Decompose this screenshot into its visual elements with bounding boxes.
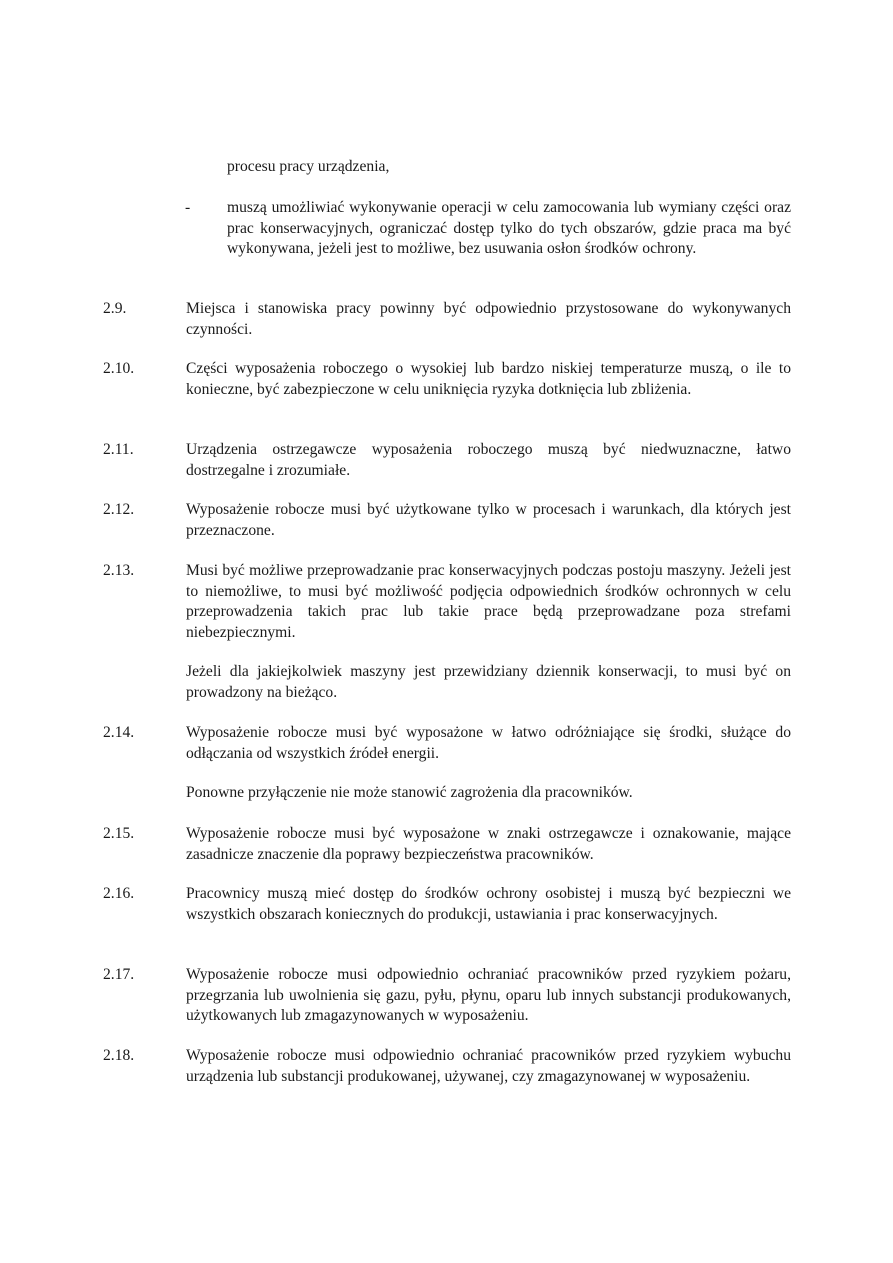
section-number: 2.13. xyxy=(103,562,135,579)
section-text: Części wyposażenia roboczego o wysokiej lub bardzo niskiej temperaturze muszą, o ile to konieczne, być zabezpieczone w celu uniknięcia ryzyka dotknięcia lub zbliżenia. xyxy=(186,360,791,398)
section-text: Wyposażenie robocze musi być użytkowane tylko w procesach i warunkach, dla których jest przeznaczone. xyxy=(186,501,791,539)
dash-list-item xyxy=(185,198,791,260)
section-number: 2.17. xyxy=(103,966,135,983)
section-number: 2.11. xyxy=(103,441,134,458)
section-2-12 xyxy=(103,500,791,541)
section-number: 2.12. xyxy=(103,501,135,518)
section-text: Wyposażenie robocze musi odpowiednio ochraniać pracowników przed ryzykiem wybuchu urządzenia lub substancji produkowanej, używanej, czy zmagazynowanej w wyposażeniu. xyxy=(186,1047,791,1085)
section-text: Musi być możliwe przeprowadzanie prac konserwacyjnych podczas postoju maszyny. Jeżeli jest to niemożliwe, to musi być możliwość podjęcia odpowiednich środków ochronnych w celu przeprowadzenia takich prac lub takie prace będą przeprowadzane poza strefami niebezpiecznymi. xyxy=(186,562,791,641)
dash-item-text: muszą umożliwiać wykonywanie operacji w celu zamocowania lub wymiany części oraz prac konserwacyjnych, ograniczać dostęp tylko do tych obszarów, gdzie praca ma być wykonywana, jeżeli jest to możliwe, bez usuwania osłon środków ochrony. xyxy=(227,199,791,257)
section-number: 2.16. xyxy=(103,885,135,902)
section-2-11 xyxy=(103,440,791,481)
section-2-14 xyxy=(103,723,791,764)
section-number: 2.15. xyxy=(103,825,135,842)
section-text: Urządzenia ostrzegawcze wyposażenia roboczego muszą być niedwuznaczne, łatwo dostrzegalne i zrozumiałe. xyxy=(186,441,791,479)
section-text: Wyposażenie robocze musi odpowiednio ochraniać pracowników przed ryzykiem pożaru, przegrzania lub uwolnienia się gazu, pyłu, płynu, oparu lub innych substancji produkowanych, użytkowanych lub zmagazynowanych w wyposażeniu. xyxy=(186,966,791,1024)
section-text: Wyposażenie robocze musi być wyposażone w znaki ostrzegawcze i oznakowanie, mające zasadnicze znaczenie dla poprawy bezpieczeństwa pracowników. xyxy=(186,825,791,863)
section-text: Miejsca i stanowiska pracy powinny być odpowiednio przystosowane do wykonywanych czynności. xyxy=(186,300,791,338)
section-2-13 xyxy=(103,561,791,643)
section-text: Pracownicy muszą mieć dostęp do środków ochrony osobistej i muszą być bezpieczni we wszystkich obszarach koniecznych do produkcji, ustawiania i prac konserwacyjnych. xyxy=(186,885,791,923)
section-2-16 xyxy=(103,884,791,925)
section-2-18 xyxy=(103,1046,791,1087)
section-2-14-extra-paragraph: Ponowne przyłączenie nie może stanowić zagrożenia dla pracowników. xyxy=(186,784,633,801)
section-number: 2.18. xyxy=(103,1047,135,1064)
continuation-text: procesu pracy urządzenia, xyxy=(227,158,390,175)
section-2-10 xyxy=(103,359,791,400)
section-number: 2.14. xyxy=(103,724,135,741)
dash-marker: - xyxy=(185,199,191,216)
section-number: 2.10. xyxy=(103,360,135,377)
section-2-15 xyxy=(103,824,791,865)
section-number: 2.9. xyxy=(103,300,127,317)
section-text: Wyposażenie robocze musi być wyposażone w łatwo odróżniające się środki, służące do odłączania od wszystkich źródeł energii. xyxy=(186,724,791,762)
section-2-13-extra-paragraph: Jeżeli dla jakiejkolwiek maszyny jest przewidziany dziennik konserwacji, to musi być on prowadzony na bieżąco. xyxy=(186,663,791,701)
section-2-9 xyxy=(103,299,791,340)
section-2-17 xyxy=(103,965,791,1027)
